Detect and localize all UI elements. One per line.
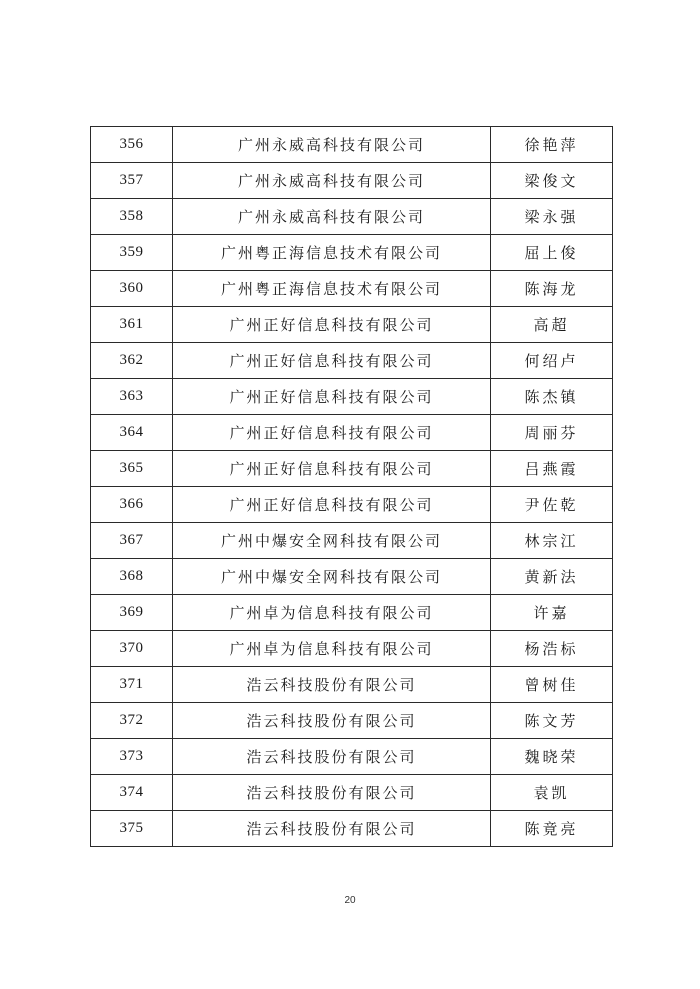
table-row xyxy=(91,775,613,811)
company-name: 浩云科技股份有限公司 xyxy=(173,811,491,847)
person-name: 吕燕霞 xyxy=(491,451,613,487)
person-name: 黄新法 xyxy=(491,559,613,595)
table-row xyxy=(91,811,613,847)
table-row xyxy=(91,343,613,379)
row-number: 360 xyxy=(91,271,173,307)
row-number: 359 xyxy=(91,235,173,271)
company-name: 广州卓为信息科技有限公司 xyxy=(173,595,491,631)
table-row xyxy=(91,271,613,307)
person-name: 曾树佳 xyxy=(491,667,613,703)
person-name: 徐艳萍 xyxy=(491,127,613,163)
company-name: 广州粤正海信息技术有限公司 xyxy=(173,235,491,271)
company-name: 广州永威高科技有限公司 xyxy=(173,163,491,199)
row-number: 362 xyxy=(91,343,173,379)
company-name: 广州卓为信息科技有限公司 xyxy=(173,631,491,667)
row-number: 357 xyxy=(91,163,173,199)
person-name: 陈文芳 xyxy=(491,703,613,739)
table-row xyxy=(91,703,613,739)
row-number: 361 xyxy=(91,307,173,343)
person-name: 陈杰镇 xyxy=(491,379,613,415)
company-name: 广州正好信息科技有限公司 xyxy=(173,415,491,451)
row-number: 370 xyxy=(91,631,173,667)
table-row xyxy=(91,127,613,163)
person-name: 尹佐乾 xyxy=(491,487,613,523)
table-row xyxy=(91,667,613,703)
company-name: 浩云科技股份有限公司 xyxy=(173,775,491,811)
table-row xyxy=(91,595,613,631)
table-row xyxy=(91,739,613,775)
row-number: 371 xyxy=(91,667,173,703)
person-name: 梁俊文 xyxy=(491,163,613,199)
table-row xyxy=(91,523,613,559)
row-number: 368 xyxy=(91,559,173,595)
table-row xyxy=(91,487,613,523)
table-row xyxy=(91,451,613,487)
row-number: 358 xyxy=(91,199,173,235)
company-name: 广州正好信息科技有限公司 xyxy=(173,379,491,415)
person-name: 梁永强 xyxy=(491,199,613,235)
table-row xyxy=(91,631,613,667)
page-number: 20 xyxy=(344,895,356,906)
row-number: 367 xyxy=(91,523,173,559)
company-name: 广州正好信息科技有限公司 xyxy=(173,451,491,487)
person-name: 何绍卢 xyxy=(491,343,613,379)
company-name: 浩云科技股份有限公司 xyxy=(173,739,491,775)
table-row xyxy=(91,235,613,271)
row-number: 369 xyxy=(91,595,173,631)
row-number: 374 xyxy=(91,775,173,811)
row-number: 375 xyxy=(91,811,173,847)
table-row xyxy=(91,415,613,451)
person-name: 陈海龙 xyxy=(491,271,613,307)
person-name: 许嘉 xyxy=(491,595,613,631)
company-name: 广州正好信息科技有限公司 xyxy=(173,307,491,343)
row-number: 373 xyxy=(91,739,173,775)
row-number: 365 xyxy=(91,451,173,487)
company-name: 广州永威高科技有限公司 xyxy=(173,199,491,235)
company-name: 广州正好信息科技有限公司 xyxy=(173,487,491,523)
roster-table xyxy=(90,126,613,847)
row-number: 372 xyxy=(91,703,173,739)
company-name: 广州中爆安全网科技有限公司 xyxy=(173,559,491,595)
table-row xyxy=(91,307,613,343)
company-name: 浩云科技股份有限公司 xyxy=(173,667,491,703)
person-name: 杨浩标 xyxy=(491,631,613,667)
table-row xyxy=(91,559,613,595)
row-number: 364 xyxy=(91,415,173,451)
company-name: 浩云科技股份有限公司 xyxy=(173,703,491,739)
table-row xyxy=(91,379,613,415)
table-row xyxy=(91,199,613,235)
table-row xyxy=(91,163,613,199)
company-name: 广州正好信息科技有限公司 xyxy=(173,343,491,379)
person-name: 袁凯 xyxy=(491,775,613,811)
person-name: 高超 xyxy=(491,307,613,343)
company-name: 广州中爆安全网科技有限公司 xyxy=(173,523,491,559)
company-name: 广州永威高科技有限公司 xyxy=(173,127,491,163)
person-name: 陈竟亮 xyxy=(491,811,613,847)
person-name: 林宗江 xyxy=(491,523,613,559)
row-number: 363 xyxy=(91,379,173,415)
row-number: 366 xyxy=(91,487,173,523)
row-number: 356 xyxy=(91,127,173,163)
person-name: 魏晓荣 xyxy=(491,739,613,775)
person-name: 屈上俊 xyxy=(491,235,613,271)
person-name: 周丽芬 xyxy=(491,415,613,451)
company-name: 广州粤正海信息技术有限公司 xyxy=(173,271,491,307)
